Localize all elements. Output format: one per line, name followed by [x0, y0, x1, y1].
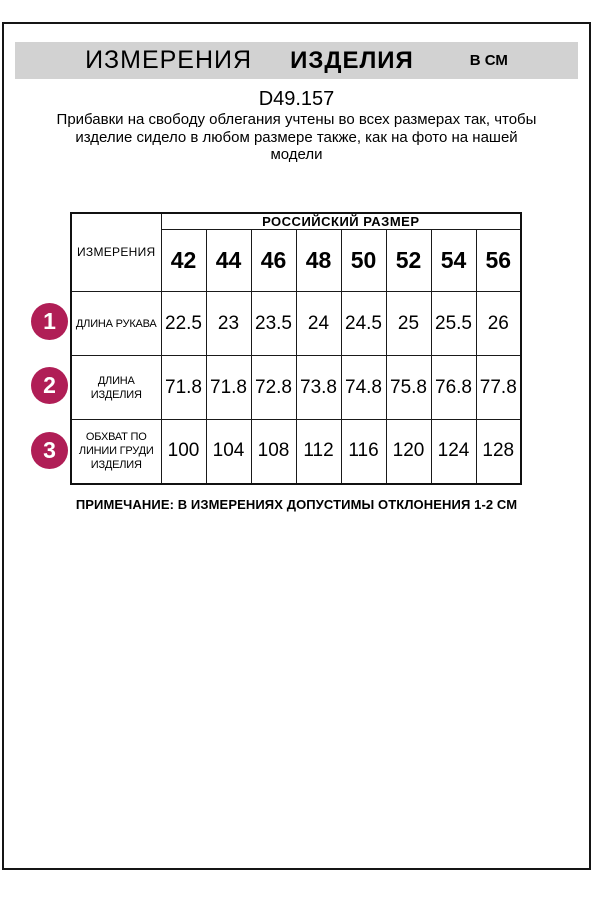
- page-border-frame: [2, 22, 591, 870]
- size-table: [70, 212, 522, 485]
- value-cell: 76.8: [431, 356, 476, 420]
- row-marker-3: [31, 432, 68, 469]
- group-header-row: [71, 213, 521, 230]
- row-label-chest-girth: ОБХВАТ ПО ЛИНИИ ГРУДИ ИЗДЕЛИЯ: [71, 420, 161, 484]
- measurements-header-cell: ИЗМЕРЕНИЯ: [71, 213, 161, 292]
- value-cell: 100: [161, 420, 206, 484]
- row-marker-2: [31, 367, 68, 404]
- size-cell-46: 46: [251, 230, 296, 292]
- value-cell: 108: [251, 420, 296, 484]
- table-row-chest-girth: [71, 420, 521, 484]
- row-marker-3-number: 3: [43, 436, 56, 463]
- value-cell: 72.8: [251, 356, 296, 420]
- intro-line-1: Прибавки на свободу облегания учтены во всех размерах так, чтобы: [56, 111, 537, 128]
- title-product: ИЗДЕЛИЯ: [290, 46, 414, 74]
- russian-size-header-cell: РОССИЙСКИЙ РАЗМЕР: [161, 213, 521, 230]
- size-cell-50: 50: [341, 230, 386, 292]
- value-cell: 77.8: [476, 356, 521, 420]
- size-cell-56: 56: [476, 230, 521, 292]
- title-measurements: ИЗМЕРЕНИЯ: [85, 46, 253, 74]
- value-cell: 104: [206, 420, 251, 484]
- value-cell: 23.5: [251, 292, 296, 356]
- value-cell: 22.5: [161, 292, 206, 356]
- table-row-sleeve-length: [71, 292, 521, 356]
- intro-text: [4, 111, 589, 164]
- value-cell: 23: [206, 292, 251, 356]
- product-code: D49.157: [258, 88, 335, 110]
- size-cell-52: 52: [386, 230, 431, 292]
- value-cell: 71.8: [161, 356, 206, 420]
- value-cell: 24.5: [341, 292, 386, 356]
- intro-line-3: модели: [270, 146, 323, 163]
- value-cell: 71.8: [206, 356, 251, 420]
- value-cell: 120: [386, 420, 431, 484]
- size-cell-42: 42: [161, 230, 206, 292]
- row-marker-1: [31, 303, 68, 340]
- value-cell: 128: [476, 420, 521, 484]
- row-marker-2-number: 2: [43, 371, 56, 398]
- size-cell-54: 54: [431, 230, 476, 292]
- value-cell: 74.8: [341, 356, 386, 420]
- size-table-zone: [4, 212, 589, 485]
- title-bar: [15, 42, 578, 79]
- value-cell: 25: [386, 292, 431, 356]
- value-cell: 116: [341, 420, 386, 484]
- value-cell: 24: [296, 292, 341, 356]
- row-label-sleeve-length: ДЛИНА РУКАВА: [71, 292, 161, 356]
- value-cell: 75.8: [386, 356, 431, 420]
- value-cell: 112: [296, 420, 341, 484]
- value-cell: 26: [476, 292, 521, 356]
- title-units: В СМ: [469, 52, 508, 69]
- value-cell: 25.5: [431, 292, 476, 356]
- value-cell: 124: [431, 420, 476, 484]
- intro-line-2: изделие сидело в любом размере также, как на фото на нашей: [75, 128, 518, 146]
- row-marker-1-number: 1: [43, 307, 56, 334]
- size-cell-48: 48: [296, 230, 341, 292]
- size-cell-44: 44: [206, 230, 251, 292]
- table-row-item-length: [71, 356, 521, 420]
- note-text: ПРИМЕЧАНИЕ: В ИЗМЕРЕНИЯХ ДОПУСТИМЫ ОТКЛОНЕНИЯ 1-2 СМ: [75, 496, 518, 512]
- value-cell: 73.8: [296, 356, 341, 420]
- row-label-item-length: ДЛИНА ИЗДЕЛИЯ: [71, 356, 161, 420]
